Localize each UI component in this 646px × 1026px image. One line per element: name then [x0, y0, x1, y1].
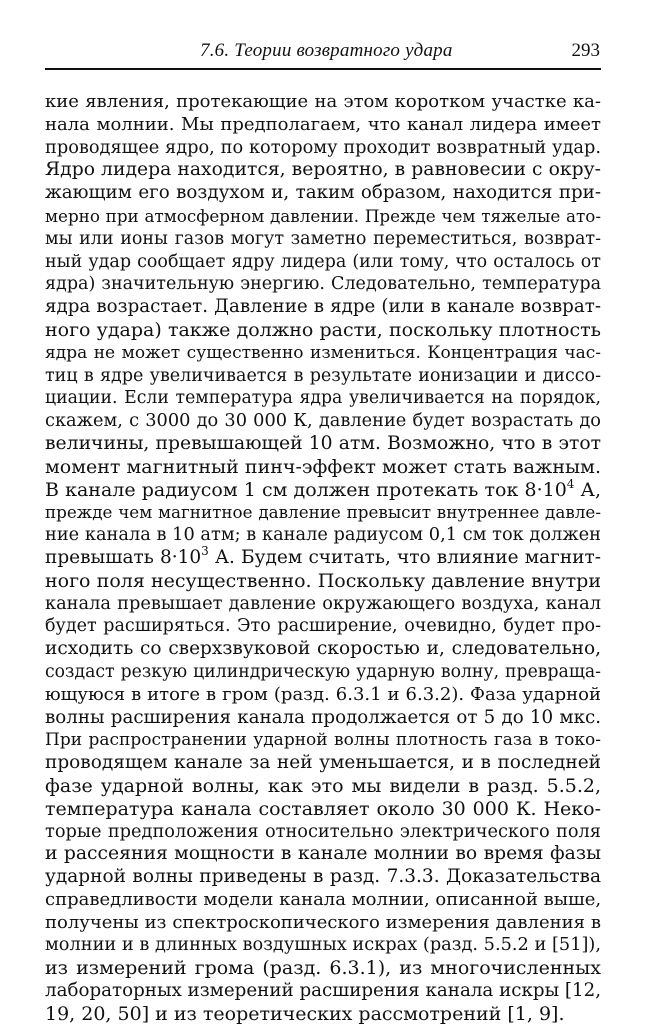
text-line: При распространении ударной волны плотность газа в токо- [45, 730, 601, 751]
text-line: исходить со сверхзвуковой скоростью и, следовательно, [45, 638, 601, 660]
exceed-exponent: 3 [201, 543, 209, 558]
text-line: волны расширения канала продолжается от 5 до 10 мкс. [45, 706, 601, 728]
text-line: канала превышает давление окружающего воздуха, канал [45, 593, 601, 614]
text-line: проводящее ядро, по которому проходит возвратный удар. [45, 137, 601, 158]
text-line: ядра возрастает. Давление в ядре (или в канале возврат- [45, 296, 601, 318]
text-line-final: 19, 20, 50] и из теоретических рассмотрений [1, 9]. [45, 1002, 565, 1025]
text-line: лабораторных измерений расширения канала искры [12, [45, 980, 602, 1002]
text-line: жающим его воздухом и, таким образом, находится при- [45, 182, 601, 204]
text-line-current [45, 476, 601, 502]
text-line: ного поля несущественно. Поскольку давление внутри [45, 569, 601, 592]
text-line: температура канала составляет около 30 000 К. Неко- [45, 797, 601, 820]
text-line: справедливости модели канала молнии, описанной выше, [45, 888, 602, 910]
text-line: момент магнитный пинч-эффект может стать важным. [45, 455, 601, 478]
running-title: 7.6. Теории возвратного удара [200, 40, 453, 61]
text-line: кие явления, протекающие на этом коротком участке ка- [45, 91, 601, 112]
text-line: прежде чем магнитное давление превысит внутреннее давле- [45, 502, 601, 523]
text-line: ный удар сообщает ядру лидера (или тому, что осталось от [45, 251, 601, 272]
text-line: величины, превышающей 10 атм. Возможно, что в этот [45, 432, 601, 454]
text-line: Ядро лидера находится, вероятно, в равновесии с окру- [45, 159, 601, 181]
text-line: молнии и в длинных воздушных искрах (разд. 5.5.2 и [51]), [45, 935, 601, 956]
current-exponent: 4 [566, 476, 575, 491]
text-line: проводящем канале за ней уменьшается, и в последней [45, 752, 601, 774]
current-text: В канале радиусом 1 см должен протекать ток 8·10 [45, 478, 567, 501]
text-line: будет расширяться. Это расширение, очевидно, будет про- [45, 616, 601, 637]
page-number: 293 [571, 40, 600, 61]
text-line: создаст резкую цилиндрическую ударную волну, превраща- [45, 661, 601, 682]
header-rule [45, 68, 601, 70]
text-line: и рассеяния мощности в канале молнии во время фазы [45, 843, 601, 865]
exceed-text: превышать 8·10 [45, 546, 202, 568]
text-line: циации. Если температура ядра увеличивается на порядок, [45, 388, 601, 409]
text-line: ющуюся в итоге в гром (разд. 6.3.1 и 6.3.2). Фаза ударной [45, 683, 601, 705]
running-head [45, 40, 600, 66]
text-line: тиц в ядре увеличивается в результате ионизации и диссо- [45, 365, 601, 386]
text-line: ние канала в 10 атм; в канале радиусом 0,1 см ток должен [45, 525, 601, 546]
text-line: фазе ударной волны, как это мы видели в разд. 5.5.2, [45, 774, 601, 797]
body-text [45, 91, 601, 1026]
text-line: из измерений грома (разд. 6.3.1), из многочисленных [45, 957, 601, 980]
exceed-rest: А. Будем считать, что влияние магнит- [208, 546, 601, 568]
text-line-exceed [45, 543, 601, 570]
text-line: скажем, с 3000 до 30 000 К, давление будет возрастать до [45, 411, 601, 432]
text-line: ударной волны приведены в разд. 7.3.3. Доказательства [45, 866, 601, 888]
text-line: ного удара) также должно расти, поскольку плотность [45, 318, 601, 341]
text-line: получены из спектроскопического измерения давления в [45, 911, 601, 933]
text-line: мерно при атмосферном давлении. Прежде чем тяжелые ато- [45, 205, 601, 226]
text-line: ядра не может существенно измениться. Концентрация час- [45, 342, 601, 363]
text-line: мы или ионы газов могут заметно переместиться, возврат- [45, 228, 601, 249]
current-unit: А, [574, 478, 601, 501]
text-line: ядра) значительную энергию. Следовательно, температура [45, 274, 601, 295]
text-line: нала молнии. Мы предполагаем, что канал лидера имеет [45, 113, 601, 135]
text-line: торые предположения относительно электрического поля [45, 821, 601, 842]
